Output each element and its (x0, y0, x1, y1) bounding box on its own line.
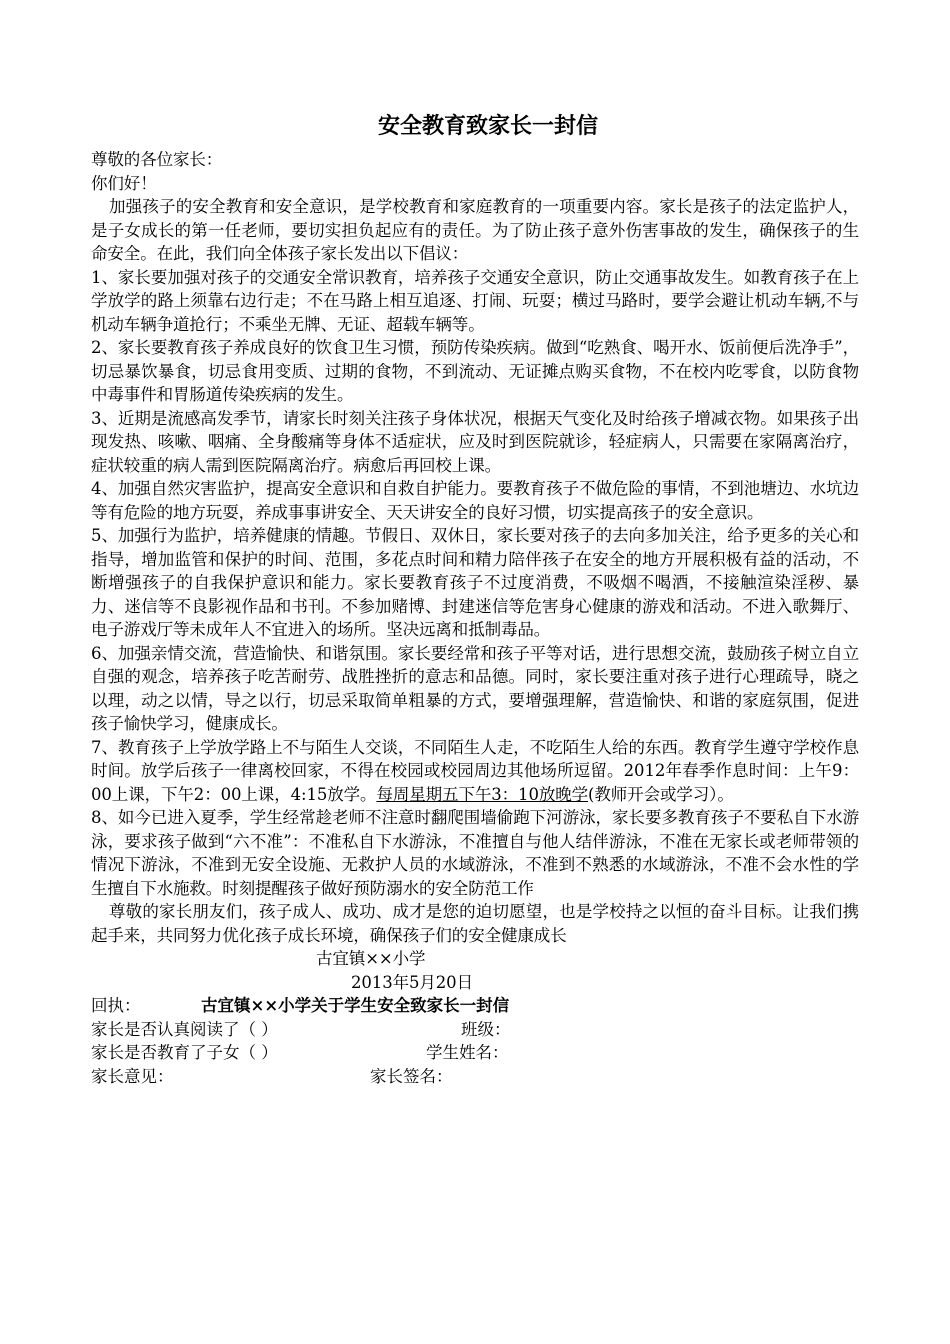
item-7-paragraph (91, 736, 859, 807)
receipt-class-field: 班级： (461, 1019, 511, 1039)
receipt-read-question: 家长是否认真阅读了（ ） (91, 1019, 278, 1039)
item-5-paragraph: 5、加强行为监护，培养健康的情趣。节假日、双休日，家长要对孩子的去向多加关注，给予更多的关心和指导，增加监管和保护的时间、范围，多花点时间和精力陪伴孩子在安全的地方开展积极有益的活动，不断增强孩子的自我保护意识和能力。家长要教育孩子不过度消费，不吸烟不喝酒，不接触渲染淫秽、暴力、迷信等不良影视作品和书刊。不参加赌博、封建迷信等危害身心健康的游戏和活动。不进入歌舞厅、电子游戏厅等未成年人不宜进入的场所。坚决远离和抵制毒品。 (91, 526, 859, 639)
signature-school: 古宜镇××小学 (316, 949, 426, 968)
closing-paragraph: 尊敬的家长朋友们，孩子成人、成功、成才是您的迫切愿望，也是学校持之以恒的奋斗目标。让我们携起手来，共同努力优化孩子成长环境，确保孩子们的安全健康成长 (91, 902, 859, 945)
letter-title: 安全教育致家长一封信 (377, 113, 598, 139)
receipt-row-opinion (91, 1065, 859, 1089)
receipt-educated-question: 家长是否教育了子女（ ） (91, 1043, 278, 1062)
receipt-opinion-field: 家长意见： (91, 1066, 174, 1086)
item-3-paragraph: 3、近期是流感高发季节，请家长时刻关注孩子身体状况，根据天气变化及时给孩子增减衣物。如果孩子出现发热、咳嗽、咽痛、全身酸痛等身体不适症状，应及时到医院就诊，轻症病人，只需要在家隔离治疗，症状较重的病人需到医院隔离治疗。病愈后再回校上课。 (91, 408, 859, 475)
item-2-paragraph: 2、家长要教育孩子养成良好的饮食卫生习惯，预防传染疾病。做到“吃熟食、喝开水、饭前便后洗净手”，切忌暴饮暴食，切忌食用变质、过期的食物，不到流动、无证摊点购买食物，不在校内吃零食，以防食物中毒事件和胃肠道传染疾病的发生。 (91, 338, 859, 404)
item-7-underlined-text: 每周星期五下午3：10放晚学 (376, 784, 589, 804)
receipt-signature-field: 家长签名： (370, 1066, 453, 1086)
item-7-tail-text: (教师开会或学习）。 (588, 784, 734, 804)
receipt-title: 古宜镇××小学关于学生安全致家长一封信 (201, 996, 510, 1015)
item-6-paragraph: 6、加强亲情交流，营造愉快、和谐氛围。家长要经常和孩子平等对话，进行思想交流，鼓励孩子树立自立自强的观念，培养孩子吃苦耐劳、战胜挫折的意志和品德。同时，家长要注重对孩子进行心理疏导，晓之以理，动之以情，导之以行，切忌采取简单粗暴的方式，要增强理解，营造愉快、和谐的家庭氛围，促进孩子愉快学习，健康成长。 (91, 643, 859, 733)
greeting: 你们好！ (91, 173, 157, 193)
receipt-student-name-field: 学生姓名： (426, 1043, 509, 1062)
receipt-header (91, 994, 859, 1018)
item-1-paragraph: 1、家长要加强对孩子的交通安全常识教育，培养孩子交通安全意识，防止交通事故发生。如教育孩子在上学放学的路上须靠右边行走；不在马路上相互追逐、打闹、玩耍；横过马路时，要学会避让机动车辆,不与机动车辆争道抢行；不乘坐无牌、无证、超载车辆等。 (91, 267, 859, 334)
salutation: 尊敬的各位家长： (91, 150, 223, 169)
item-7-text: 7、教育孩子上学放学路上不与陌生人交谈，不同陌生人走，不吃陌生人给的东西。教育学生遵守学校作息时间。放学后孩子一律离校回家，不得在校园或校园周边其他场所逗留。2012年春季作息时间：上午9：00上课，下午2：00上课，4:15放学。 (91, 737, 859, 804)
receipt-label: 回执： (91, 996, 141, 1015)
receipt-row-read (91, 1018, 859, 1042)
intro-paragraph: 加强孩子的安全教育和安全意识，是学校教育和家庭教育的一项重要内容。家长是孩子的法定监护人，是子女成长的第一任老师，要切实担负起应有的责任。为了防止孩子意外伤害事故的发生，确保孩子的生命安全。在此，我们向全体孩子家长发出以下倡议： (91, 197, 859, 263)
signature-date: 2013年5月20日 (351, 972, 473, 992)
letter-page (91, 108, 859, 1088)
item-4-paragraph: 4、加强自然灾害监护，提高安全意识和自救自护能力。要教育孩子不做危险的事情，不到池塘边、水坑边等有危险的地方玩耍，养成事事讲安全、天天讲安全的良好习惯，切实提高孩子的安全意识。 (91, 479, 859, 522)
item-8-paragraph: 8、如今已进入夏季，学生经常趁老师不注意时翻爬围墙偷跑下河游泳，家长要多教育孩子不要私自下水游泳，要求孩子做到“六不准”：不准私自下水游泳，不准擅自与他人结伴游泳，不准在无家长或老师带领的情况下游泳，不准到无安全设施、无救护人员的水域游泳，不准到不熟悉的水域游泳，不准不会水性的学生擅自下水施救。时刻提醒孩子做好预防溺水的安全防范工作 (91, 808, 859, 898)
receipt-row-educated (91, 1041, 859, 1065)
